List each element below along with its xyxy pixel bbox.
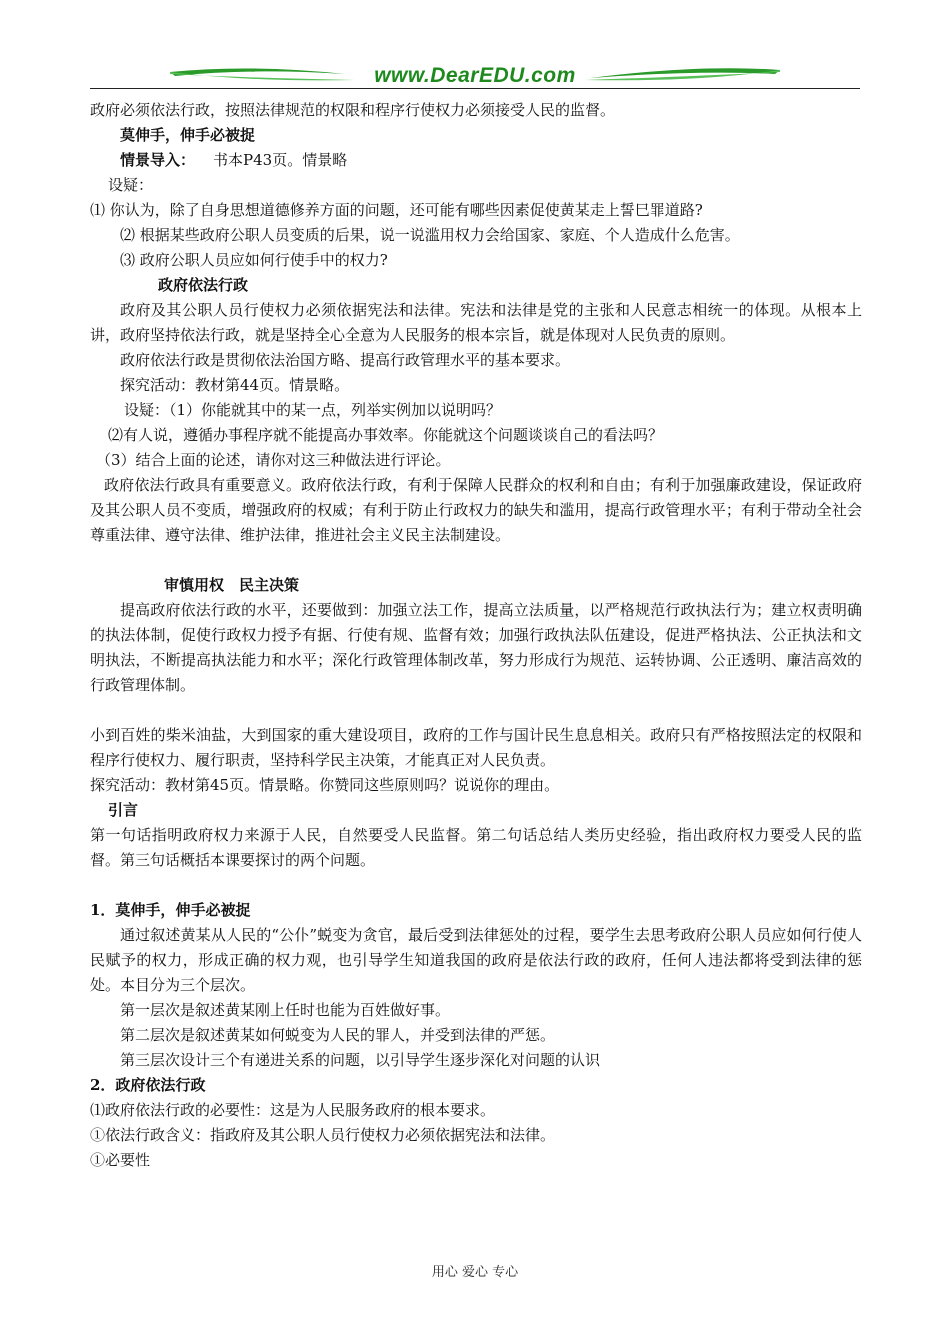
paragraph: ⑴政府依法行政的必要性：这是为人民服务政府的根本要求。 <box>90 1101 496 1119</box>
header-divider <box>90 88 860 89</box>
paragraph: 政府必须依法行政，按照法律规范的权限和程序行使权力必须接受人民的监督。 <box>90 101 616 119</box>
page-footer: 用心 爱心 专心 <box>431 1265 519 1280</box>
paragraph: 政府及其公职人员行使权力必须依据宪法和法律。宪法和法律是党的主张和人民意志相统一的体现。从根本上讲，政府坚持依法行政，就是坚持全心全意为人民服务的根本宗旨，就是体现对人民负责的原则。 <box>90 301 862 344</box>
intro-text: 书本P43页。情景略 <box>213 151 348 169</box>
scenario-intro <box>90 148 862 173</box>
paragraph: （3）结合上面的论述，请你对这三种做法进行评论。 <box>96 451 451 469</box>
section-heading: 1．莫伸手，伸手必被捉 <box>90 901 251 919</box>
question-2: ⑵ 根据某些政府公职人员变质的后果，说一说滥用权力会给国家、家庭、个人造成什么危害。 <box>120 226 740 244</box>
question-3: ⑶ 政府公职人员应如何行使手中的权力? <box>120 251 388 269</box>
question-1: ⑴ 你认为，除了自身思想道德修养方面的问题，还可能有哪些因素促使黄某走上誓巳罪道路? <box>90 201 703 219</box>
paragraph: 第三层次设计三个有递进关系的问题，以引导学生逐步深化对问题的认识 <box>120 1051 601 1069</box>
paragraph: 小到百姓的柴米油盐，大到国家的重大建设项目，政府的工作与国计民生息息相关。政府只有严格按照法定的权限和程序行使权力、履行职责，坚持科学民主决策，才能真正对人民负责。 <box>90 726 862 769</box>
section-heading: 引言 <box>108 801 139 819</box>
paragraph: ①依法行政含义：指政府及其公职人员行使权力必须依据宪法和法律。 <box>90 1126 556 1144</box>
paragraph: 政府依法行政是贯彻依法治国方略、提高行政管理水平的基本要求。 <box>120 351 571 369</box>
section-heading: 政府依法行政 <box>158 276 249 294</box>
paragraph: 政府依法行政具有重要意义。政府依法行政，有利于保障人民群众的权利和自由；有利于加强廉政建设，保证政府及其公职人员不变质，增强政府的权威；有利于防止行政权力的缺失和滥用，提高行政管理水平；有利于带动全社会尊重法律、遵守法律、维护法律，推进社会主义民主法制建设。 <box>90 476 862 544</box>
paragraph: 第二层次是叙述黄某如何蜕变为人民的罪人，并受到法律的严惩。 <box>120 1026 556 1044</box>
document-body <box>90 98 862 1173</box>
question-label: 设疑： <box>108 176 154 194</box>
paragraph: 探究活动：教材第45页。情景略。你赞同这些原则吗？说说你的理由。 <box>90 776 560 794</box>
paragraph: 通过叙述黄某从人民的“公仆”蜕变为贪官，最后受到法律惩处的过程，要学生去思考政府公职人员应如何行使人民赋予的权力，形成正确的权力观，也引导学生知道我国的政府是依法行政的政府，任何人违法都将受到法律的惩处。本目分为三个层次。 <box>90 926 862 994</box>
paragraph: 探究活动：教材第44页。情景略。 <box>120 376 350 394</box>
paragraph: ①必要性 <box>90 1151 151 1169</box>
intro-label: 情景导入： <box>120 151 196 169</box>
paragraph: ⑵有人说，遵循办事程序就不能提高办事效率。你能就这个问题谈谈自己的看法吗？ <box>108 426 664 444</box>
paragraph: 设疑：（1）你能就其中的某一点，列举实例加以说明吗？ <box>124 401 502 419</box>
paragraph: 第一句话指明政府权力来源于人民，自然要受人民监督。第二句话总结人类历史经验，指出政府权力要受人民的监督。第三句话概括本课要探讨的两个问题。 <box>90 826 862 869</box>
site-header <box>90 60 860 90</box>
section-heading: 审慎用权 民主决策 <box>164 576 300 594</box>
section-heading: 2．政府依法行政 <box>90 1076 206 1094</box>
paragraph: 提高政府依法行政的水平，还要做到：加强立法工作，提高立法质量，以严格规范行政执法行为；建立权责明确的执法体制，促使行政权力授予有据、行使有规、监督有效；加强行政执法队伍建设，促进严格执法、公正执法和文明执法，不断提高执法能力和水平；深化行政管理体制改革，努力形成行为规范、运转协调、公正透明、廉洁高效的行政管理体制。 <box>90 601 862 694</box>
brand-logo-text: www.DearEDU.com <box>374 64 576 87</box>
paragraph: 第一层次是叙述黄某刚上任时也能为百姓做好事。 <box>120 1001 451 1019</box>
section-heading: 莫伸手，伸手必被捉 <box>120 126 256 144</box>
